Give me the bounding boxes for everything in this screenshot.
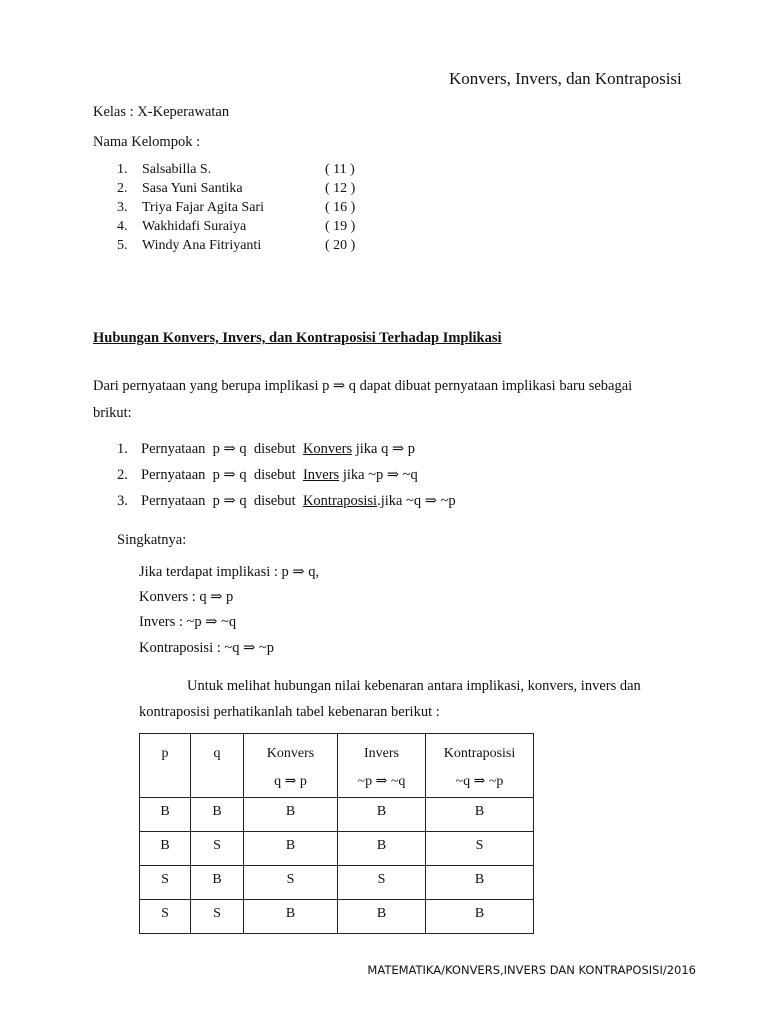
statement-number: 3.	[117, 493, 128, 509]
statement-text: Pernyataan p ⇒ q disebut	[141, 441, 303, 457]
table-cell: B	[426, 900, 534, 934]
table-row	[140, 900, 534, 934]
member-number: 2.	[117, 181, 128, 196]
table-cell: B	[338, 798, 426, 832]
table-cell: S	[140, 900, 191, 934]
member-number: 1.	[117, 162, 128, 177]
header-label: Invers	[364, 746, 399, 761]
header-label: Konvers	[266, 746, 315, 761]
statement-condition: .jika ~q ⇒ ~p	[377, 493, 456, 509]
member-attendance-number: ( 20 )	[325, 238, 356, 253]
member-name: Wakhidafi Suraiya	[142, 219, 247, 234]
statement-text: Pernyataan p ⇒ q disebut	[141, 493, 303, 509]
header-label: p	[161, 746, 169, 761]
member-name: Salsabilla S.	[142, 162, 212, 177]
summary-label: Singkatnya:	[117, 532, 187, 548]
header-formula: ~q ⇒ ~p	[455, 774, 504, 789]
page-footer: MATEMATIKA/KONVERS,INVERS DAN KONTRAPOSISI/2016	[367, 963, 696, 977]
header-cell-konvers	[244, 734, 338, 798]
table-cell: B	[244, 798, 338, 832]
summary-line: Invers : ~p ⇒ ~q	[139, 614, 237, 630]
statement-term: Konvers	[302, 441, 353, 457]
table-row	[140, 866, 534, 900]
table-row	[140, 832, 534, 866]
table-cell: B	[338, 900, 426, 934]
truth-table	[139, 733, 534, 934]
table-cell: B	[191, 798, 244, 832]
header-cell-kontraposisi	[426, 734, 534, 798]
table-cell: S	[338, 866, 426, 900]
member-attendance-number: ( 12 )	[325, 181, 356, 196]
table-cell: B	[244, 900, 338, 934]
member-number: 3.	[117, 200, 128, 215]
header-cell-p	[140, 734, 191, 798]
table-cell: B	[426, 866, 534, 900]
section-heading: Hubungan Konvers, Invers, dan Kontraposisi Terhadap Implikasi	[93, 330, 502, 346]
class-label: Kelas : X-Keperawatan	[93, 104, 230, 120]
header-label: Kontraposisi	[443, 746, 516, 761]
statement-term: Kontraposisi	[302, 493, 378, 509]
header-cell-invers	[338, 734, 426, 798]
member-number: 4.	[117, 219, 128, 234]
table-cell: B	[426, 798, 534, 832]
summary-line: Kontraposisi : ~q ⇒ ~p	[139, 640, 274, 656]
intro-text-line-1: Dari pernyataan yang berupa implikasi p ⇒ q dapat dibuat pernyataan implikasi baru sebagai	[93, 378, 633, 394]
statement-condition: jika ~p ⇒ ~q	[339, 467, 418, 483]
member-name: Windy Ana Fitriyanti	[142, 238, 262, 253]
table-cell: S	[191, 832, 244, 866]
page-header-title: Konvers, Invers, dan Kontraposisi	[449, 69, 682, 88]
member-attendance-number: ( 11 )	[325, 162, 355, 177]
paragraph-line-2: kontraposisi perhatikanlah tabel kebenaran berikut :	[139, 704, 440, 720]
group-members-label: Nama Kelompok :	[93, 134, 201, 150]
header-cell-q	[191, 734, 244, 798]
table-row	[140, 798, 534, 832]
statement-number: 1.	[117, 441, 128, 457]
table-cell: B	[191, 866, 244, 900]
table-cell: S	[244, 866, 338, 900]
table-cell: S	[426, 832, 534, 866]
summary-line: Jika terdapat implikasi : p ⇒ q,	[139, 564, 320, 580]
intro-text-line-2: brikut:	[93, 405, 132, 421]
paragraph-line-1: Untuk melihat hubungan nilai kebenaran antara implikasi, konvers, invers dan	[187, 678, 641, 694]
statement-term: Invers	[302, 467, 340, 483]
member-name: Sasa Yuni Santika	[142, 181, 243, 196]
table-cell: B	[140, 832, 191, 866]
table-cell: B	[338, 832, 426, 866]
member-attendance-number: ( 16 )	[325, 200, 356, 215]
statement-number: 2.	[117, 467, 128, 483]
truth-table-header-row	[140, 734, 534, 798]
table-cell: B	[244, 832, 338, 866]
statement-condition: jika q ⇒ p	[352, 441, 415, 457]
header-formula: ~p ⇒ ~q	[357, 774, 406, 789]
member-name: Triya Fajar Agita Sari	[142, 200, 264, 215]
header-formula: q ⇒ p	[274, 774, 307, 789]
member-number: 5.	[117, 238, 128, 253]
table-cell: B	[140, 798, 191, 832]
header-label: q	[213, 746, 221, 761]
member-attendance-number: ( 19 )	[325, 219, 356, 234]
table-cell: S	[191, 900, 244, 934]
statement-text: Pernyataan p ⇒ q disebut	[141, 467, 303, 483]
summary-line: Konvers : q ⇒ p	[139, 589, 234, 605]
table-cell: S	[140, 866, 191, 900]
